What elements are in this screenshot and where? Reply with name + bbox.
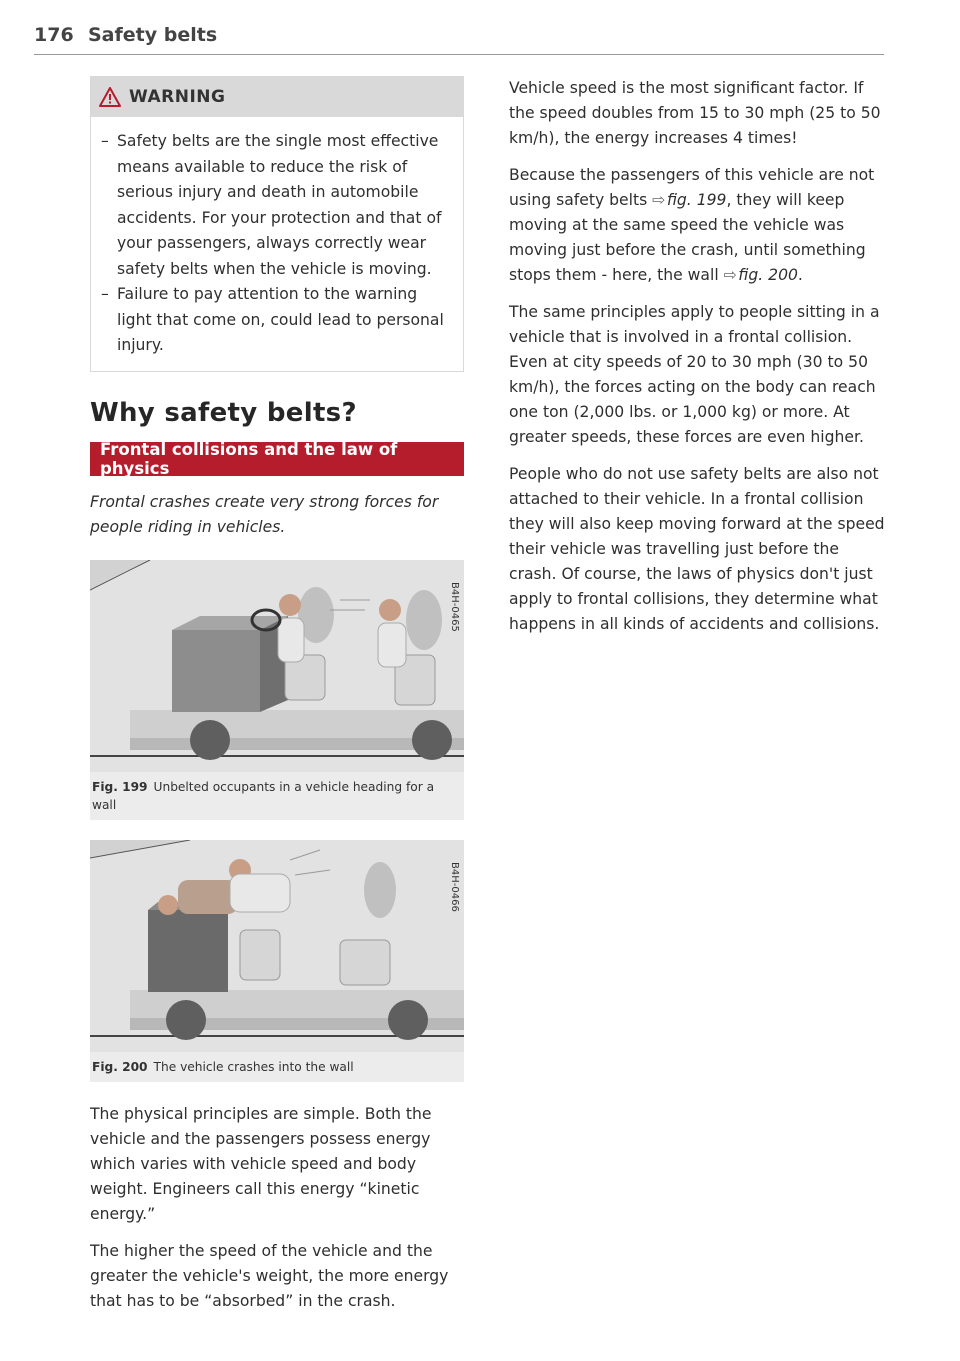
figure-caption-text: Unbelted occupants in a vehicle heading for a wall — [92, 779, 435, 812]
figure-199-illustration — [90, 560, 464, 772]
figure-label: Fig. 199 — [92, 779, 148, 794]
figure-caption — [90, 772, 464, 820]
warning-title: WARNING — [129, 87, 226, 107]
figure-caption — [90, 1052, 464, 1082]
arrow-ref-icon: ⇨ — [652, 191, 666, 209]
body-paragraph: People who do not use safety belts are also not attached to their vehicle. In a frontal collision they will also keep moving forward at the speed their vehicle was travelling just before the crash. Of course, the laws of physics don't just apply to frontal collisions, they determine what happens in all kinds of accidents and collisions. — [509, 465, 885, 633]
figure-code: B4H-0466 — [449, 861, 460, 912]
figure-200-illustration — [90, 840, 464, 1052]
section-title: Safety belts — [88, 24, 218, 46]
left-column — [90, 76, 464, 1326]
subsection-heading: Frontal collisions and the law of physics — [90, 442, 464, 476]
arrow-ref-icon: ⇨ — [723, 266, 737, 284]
page-number: 176 — [34, 24, 74, 46]
body-paragraph: Vehicle speed is the most significant factor. If the speed doubles from 15 to 30 mph (25 to 50 km/h), the energy increases 4 times! — [509, 79, 881, 147]
warning-triangle-icon — [99, 87, 121, 107]
figure-reference[interactable]: fig. 199 — [666, 191, 727, 209]
text-run: Because the passengers of this vehicle are not using safety belts — [509, 166, 875, 209]
section-heading: Why safety belts? — [90, 397, 357, 428]
right-column — [509, 76, 889, 649]
body-paragraph — [509, 163, 889, 288]
lead-text: Frontal crashes create very strong forces for people riding in vehicles. — [90, 492, 439, 536]
text-run: . — [797, 266, 803, 284]
figure-code: B4H-0465 — [449, 581, 460, 632]
warning-item: – Failure to pay attention to the warning light that come on, could lead to personal injury. — [101, 282, 449, 359]
text-run: , they will keep moving at the same speed the vehicle was moving just before the crash, until something stops them - here, the wall — [509, 191, 866, 284]
warning-item: – Safety belts are the single most effective means available to reduce the risk of serious injury and death in automobile accidents. For your protection and that of your passengers, always correctly wear safety belts when the vehicle is moving. — [101, 129, 449, 282]
warning-box — [90, 76, 464, 372]
figure-199 — [90, 560, 464, 820]
figure-reference[interactable]: fig. 200 — [738, 266, 798, 284]
body-paragraph: The same principles apply to people sitting in a vehicle that is involved in a frontal collision. Even at city speeds of 20 to 30 mph (30 to 50 km/h), the forces acting on the body can reach one ton (2,000 lbs. or 1,000 kg) or more. At greater speeds, these forces are even higher. — [509, 303, 880, 446]
warning-header — [91, 77, 463, 117]
figure-caption-text: The vehicle crashes into the wall — [153, 1059, 354, 1074]
body-paragraph: The higher the speed of the vehicle and the greater the vehicle's weight, the more energy that has to be “absorbed” in the crash. — [90, 1241, 449, 1310]
figure-200 — [90, 840, 464, 1082]
figure-label: Fig. 200 — [92, 1059, 148, 1074]
body-paragraph: The physical principles are simple. Both the vehicle and the passengers possess energy which varies with vehicle speed and body weight. Engineers call this energy “kinetic energy.” — [90, 1104, 432, 1223]
page-header — [34, 24, 884, 55]
warning-list — [91, 117, 463, 371]
